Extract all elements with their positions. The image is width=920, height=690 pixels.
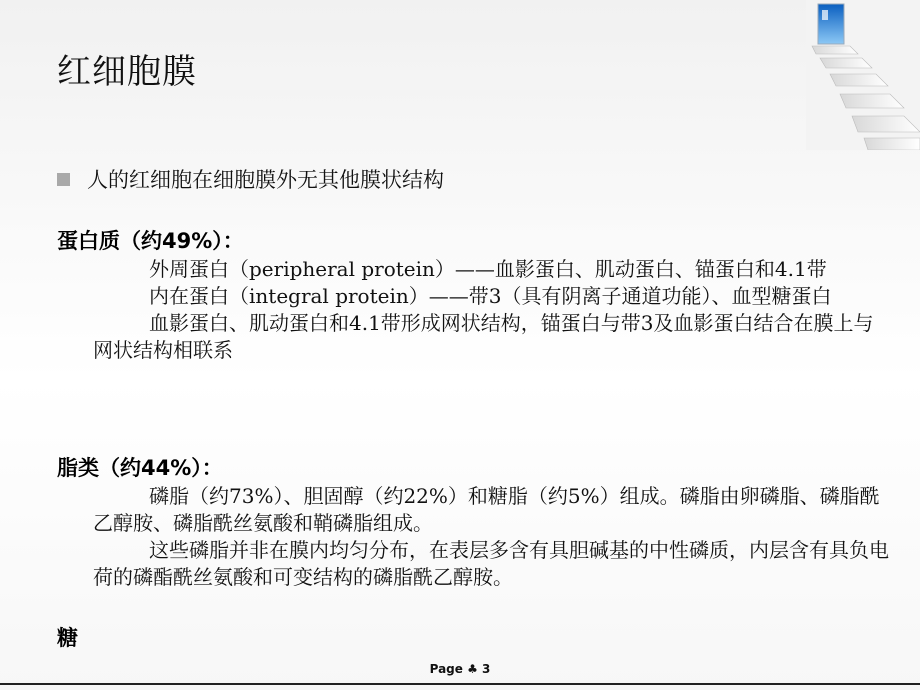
section-heading: 脂类（约44%）： xyxy=(57,456,223,480)
page-number: Page ♣ 3 xyxy=(429,662,491,676)
paragraph: 这些磷脂并非在膜内均匀分布，在表层多含有具胆碱基的中性磷质，内层含有具负电荷的磷酯酰丝氨酸和可变结构的磷脂酰乙醇胺。 xyxy=(93,538,889,589)
bullet-item xyxy=(57,166,444,192)
paragraph: 内在蛋白（integral protein）——带3（具有阴离子通道功能）、血型糖蛋白 xyxy=(149,284,832,308)
footer-divider xyxy=(0,683,920,685)
section-sugar xyxy=(57,623,897,653)
bullet-text: 人的红细胞在细胞膜外无其他膜状结构 xyxy=(87,168,444,192)
slide-title: 红细胞膜 xyxy=(57,52,197,92)
staircase-icon xyxy=(806,0,920,150)
bullet-square-icon xyxy=(57,173,70,186)
section-protein xyxy=(57,226,897,364)
paragraph: 血影蛋白、肌动蛋白和4.1带形成网状结构，锚蛋白与带3及血影蛋白结合在膜上与网状结构相联系 xyxy=(93,311,874,362)
section-heading: 糖 xyxy=(57,626,78,650)
paragraph: 磷脂（约73%）、胆固醇（约22%）和糖脂（约5%）组成。磷脂由卵磷脂、磷脂酰乙醇胺、磷脂酰丝氨酸和鞘磷脂组成。 xyxy=(93,484,880,535)
paragraph: 外周蛋白（peripheral protein）——血影蛋白、肌动蛋白、锚蛋白和4.1带 xyxy=(149,257,827,281)
section-heading: 蛋白质（约49%）： xyxy=(57,229,244,253)
section-lipids xyxy=(57,453,897,591)
